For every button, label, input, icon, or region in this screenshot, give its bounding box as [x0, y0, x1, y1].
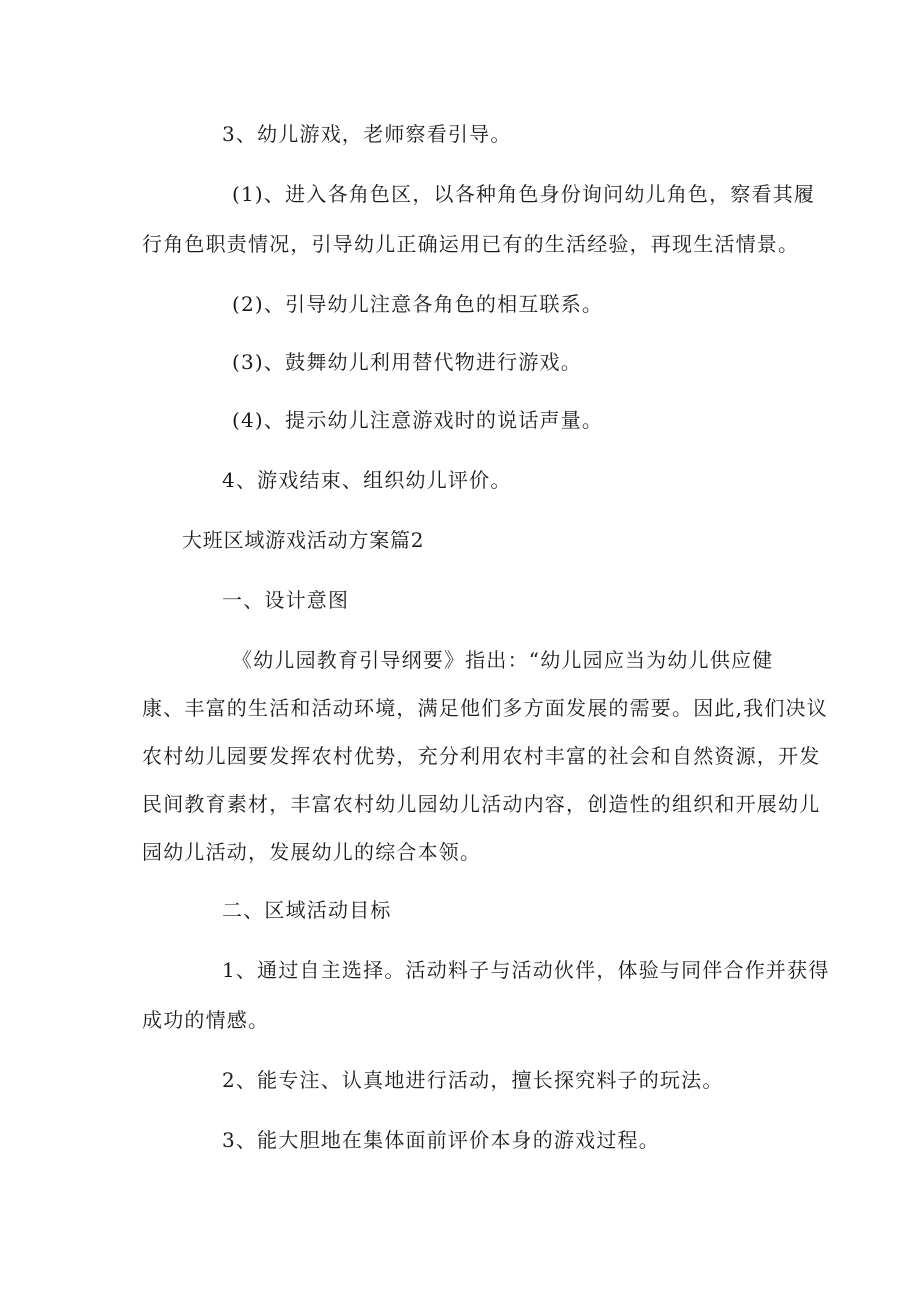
goal-3-text: 3、能大胆地在集体面前评价本身的游戏过程。 [222, 1128, 660, 1152]
step-4-text: 4、游戏结束、组织幼儿评价。 [222, 468, 512, 492]
paragraph-line: 《幼儿园教育引导纲要》指出：“幼儿园应当为幼儿供应健 [232, 648, 774, 672]
heading-design-intent: 一、设计意图 [222, 588, 350, 612]
step-3-text: 3、幼儿游戏，老师察看引导。 [222, 122, 512, 146]
paragraph-line: 园幼儿活动，发展幼儿的综合本领。 [142, 840, 482, 864]
paragraph-line: 康、丰富的生活和活动环境，满足他们多方面发展的需要。因此,我们决议 [142, 696, 828, 720]
section-title: 大班区域游戏活动方案篇2 [182, 528, 425, 552]
paragraph-line: 农村幼儿园要发挥农村优势，充分利用农村丰富的社会和自然资源，开发 [142, 744, 821, 768]
goal-1-text: 1、通过自主选择。活动料子与活动伙伴，体验与同伴合作并获得 [222, 958, 830, 982]
paragraph-line: 民间教育素材，丰富农村幼儿园幼儿活动内容，创造性的组织和开展幼儿 [142, 792, 821, 816]
substep-3-text: (3)、鼓舞幼儿利用替代物进行游戏。 [232, 350, 582, 374]
substep-2-text: (2)、引导幼儿注意各角色的相互联系。 [232, 292, 604, 316]
heading-activity-goals: 二、区域活动目标 [222, 898, 392, 922]
goal-2-text: 2、能专注、认真地进行活动，擅长探究料子的玩法。 [222, 1068, 724, 1092]
substep-1-text: (1)、进入各角色区，以各种角色身份询问幼儿角色，察看其履 [232, 182, 816, 206]
goal-1-continuation: 成功的情感。 [142, 1008, 270, 1032]
substep-1-continuation: 行角色职责情况，引导幼儿正确运用已有的生活经验，再现生活情景。 [142, 232, 800, 256]
substep-4-text: (4)、提示幼儿注意游戏时的说话声量。 [232, 408, 604, 432]
